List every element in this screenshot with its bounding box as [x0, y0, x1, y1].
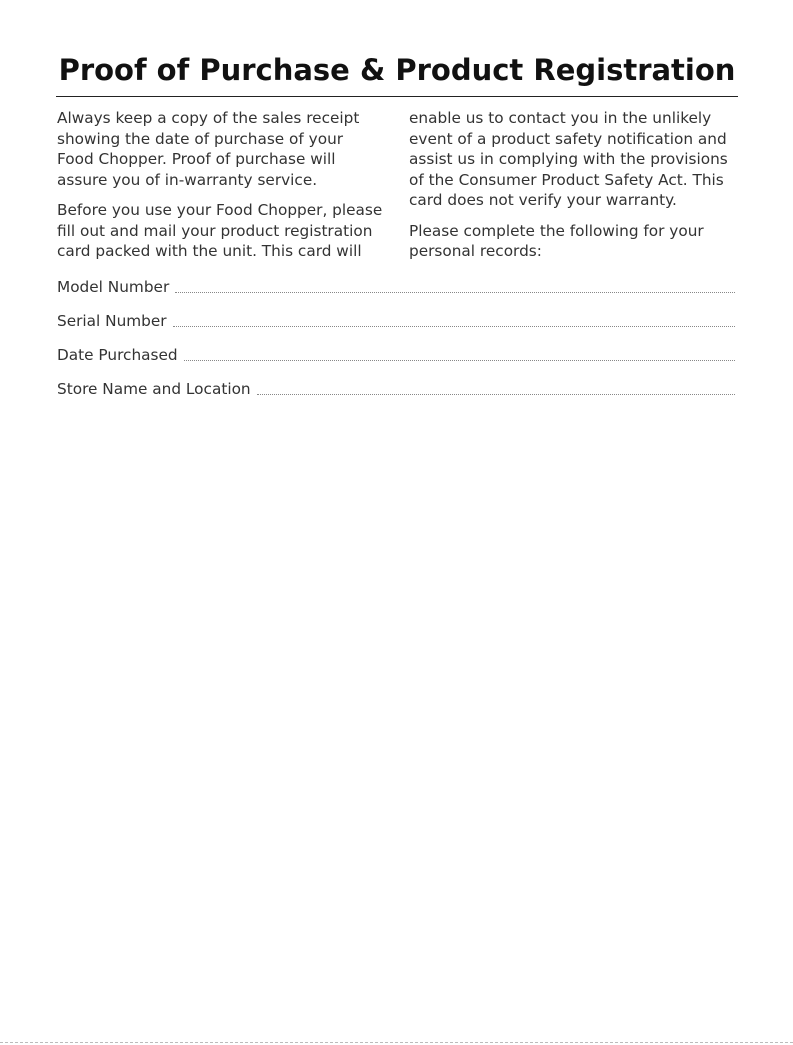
date-purchased-line[interactable] [184, 359, 735, 361]
date-purchased-label: Date Purchased [57, 346, 178, 364]
page-title: Proof of Purchase & Product Registration [58, 53, 736, 87]
title-underline [56, 96, 738, 97]
paragraph-registration-card: Before you use your Food Chopper, please fill out and mail your product registration card packed with the unit. This card will [57, 201, 383, 260]
paragraph-complete-records: Please complete the following for your personal records: [409, 221, 704, 260]
right-text-column [409, 108, 739, 272]
left-text-column [57, 108, 392, 272]
model-number-field [57, 274, 735, 296]
page-bottom-edge [0, 1042, 793, 1043]
serial-number-label: Serial Number [57, 312, 167, 330]
paragraph-sales-receipt: Always keep a copy of the sales receipt showing the date of purchase of your Food Chopper. Proof of purchase will assure you of in-warranty service. [57, 109, 360, 189]
store-name-location-line[interactable] [257, 393, 735, 395]
date-purchased-field [57, 342, 735, 364]
serial-number-line[interactable] [173, 325, 735, 327]
serial-number-field [57, 308, 735, 330]
model-number-label: Model Number [57, 278, 170, 296]
store-name-location-field [57, 376, 735, 398]
store-name-location-label: Store Name and Location [57, 380, 251, 398]
paragraph-safety-notification: enable us to contact you in the unlikely event of a product safety notification and assist us in complying with the provisions of the Consumer Product Safety Act. This card does not verify your warranty. [409, 109, 728, 209]
model-number-line[interactable] [175, 291, 735, 293]
